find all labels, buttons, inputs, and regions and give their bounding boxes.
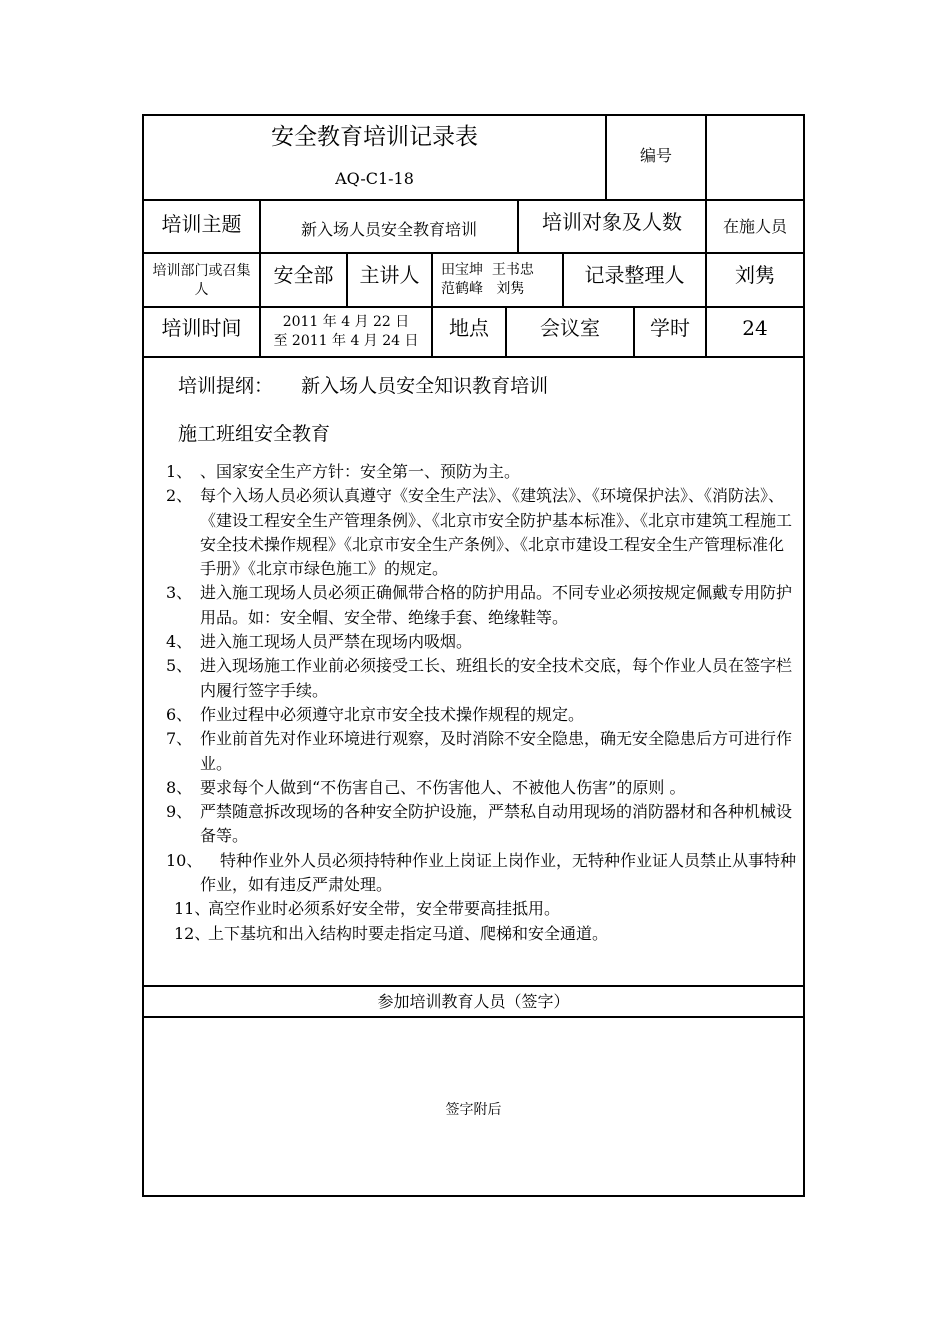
hours-label: 学时 bbox=[650, 315, 690, 340]
outline-item-text: 要求每个人做到“不伤害自己、不伤害他人、不被他人伤害”的原则 。 bbox=[200, 777, 686, 797]
outline-item-text: 上下基坑和出入结构时要走指定马道、爬梯和安全通道。 bbox=[208, 923, 609, 943]
recorder-label: 记录整理人 bbox=[584, 262, 685, 287]
speaker-label: 主讲人 bbox=[359, 262, 420, 287]
outline-item-number: 3、 bbox=[166, 583, 193, 603]
outline-item-text: 作业前首先对作业环境进行观察，及时消除不安全隐患，确无安全隐患后方可进行作业。 bbox=[200, 729, 793, 773]
row-divider bbox=[144, 1016, 803, 1018]
outline-item bbox=[166, 727, 798, 776]
outline-item-text: 进入施工现场人员必须正确佩带合格的防护用品。不同专业必须按规定佩戴专用防护用品。如：安全帽、安全带、绝缘手套、绝缘鞋等。 bbox=[200, 583, 793, 627]
time-value bbox=[261, 308, 431, 356]
outline-item-number: 4、 bbox=[166, 632, 193, 652]
outline-item-number: 12、 bbox=[174, 923, 211, 943]
hours-value: 24 bbox=[742, 315, 768, 340]
form-title: 安全教育培训记录表 bbox=[271, 124, 478, 151]
outline-item bbox=[166, 630, 798, 654]
outline-item-text: 每个入场人员必须认真遵守《安全生产法》、《建筑法》、《环境保护法》、《消防法》、《建设工程安全生产管理条例》、《北京市安全防护基本标准》、《北京市建筑工程施工安全技术操作规程》《北京市安全生产条例》、《北京市建设工程安全生产管理标准化手册》《北京市绿色施工》的规定。 bbox=[200, 486, 793, 579]
time-label: 培训时间 bbox=[161, 315, 242, 340]
outline-item bbox=[166, 776, 798, 800]
outline-item-text: 、国家安全生产方针：安全第一、预防为主。 bbox=[200, 462, 521, 481]
outline-item-text: 进入施工现场人员严禁在现场内吸烟。 bbox=[200, 632, 473, 652]
audience-value: 在施人员 bbox=[722, 217, 787, 237]
outline-item bbox=[166, 849, 798, 898]
outline-item-number: 6、 bbox=[166, 704, 193, 724]
outline-item bbox=[166, 581, 798, 630]
signature-header: 参加培训教育人员（签字） bbox=[377, 991, 570, 1011]
number-value bbox=[707, 116, 803, 199]
training-record-form bbox=[142, 114, 805, 1197]
recorder-value: 刘隽 bbox=[735, 262, 775, 287]
dept-label: 培训部门或召集人 bbox=[152, 263, 251, 298]
outline-item bbox=[166, 654, 798, 703]
speaker-names bbox=[433, 255, 562, 305]
time-value-line1: 2011 年 4 月 22 日 bbox=[282, 314, 410, 331]
outline-item-number: 2、 bbox=[166, 486, 193, 506]
outline-item-number: 5、 bbox=[166, 656, 193, 676]
outline-item-number: 10、 bbox=[166, 850, 203, 870]
outline-section: 施工班组安全教育 bbox=[178, 423, 331, 445]
form-code: AQ-C1-18 bbox=[335, 169, 414, 189]
place-label: 地点 bbox=[449, 315, 489, 340]
outline-item-number: 9、 bbox=[166, 802, 193, 822]
outline-item bbox=[166, 922, 798, 946]
topic-value: 新入场人员安全教育培训 bbox=[300, 220, 477, 240]
audience-label: 培训对象及人数 bbox=[542, 209, 682, 234]
number-label: 编号 bbox=[639, 146, 672, 166]
outline-item-number: 1、 bbox=[166, 462, 193, 481]
outline-item bbox=[166, 800, 798, 849]
outline-item-number: 8、 bbox=[166, 777, 193, 797]
outline-item bbox=[166, 484, 798, 581]
outline-item-number: 7、 bbox=[166, 729, 193, 749]
dept-value: 安全部 bbox=[273, 262, 334, 287]
outline-items bbox=[166, 460, 798, 946]
outline-item bbox=[166, 897, 798, 921]
outline-value: 新入场人员安全知识教育培训 bbox=[301, 375, 549, 397]
outline-label: 培训提纲： bbox=[178, 375, 274, 397]
outline-item-text: 高空作业时必须系好安全带，安全带要高挂抵用。 bbox=[208, 899, 561, 919]
place-value: 会议室 bbox=[540, 315, 600, 340]
time-value-line2: 至 2011 年 4 月 24 日 bbox=[273, 333, 419, 349]
outline-item-text: 作业过程中必须遵守北京市安全技术操作规程的规定。 bbox=[200, 704, 585, 724]
outline-item-text: 严禁随意拆改现场的各种安全防护设施，严禁私自动用现场的消防器材和各种机械设备等。 bbox=[200, 802, 793, 846]
speaker-names-line2: 范鹤峰 刘隽 bbox=[441, 281, 525, 297]
outline-item-text: 特种作业外人员必须持特种作业上岗证上岗作业，无特种作业证人员禁止从事特种作业，如有违反严肃处理。 bbox=[200, 850, 797, 895]
topic-label: 培训主题 bbox=[161, 211, 242, 236]
outline-item bbox=[166, 703, 798, 727]
signature-note: 签字附后 bbox=[445, 1101, 502, 1118]
outline-item bbox=[166, 460, 798, 484]
outline-heading bbox=[178, 371, 548, 398]
outline-item-text: 进入现场施工作业前必须接受工长、班组长的安全技术交底，每个作业人员在签字栏内履行签字手续。 bbox=[200, 656, 793, 700]
outline-item-number: 11、 bbox=[174, 899, 211, 919]
speaker-names-line1: 田宝坤 王书忠 bbox=[441, 262, 534, 279]
